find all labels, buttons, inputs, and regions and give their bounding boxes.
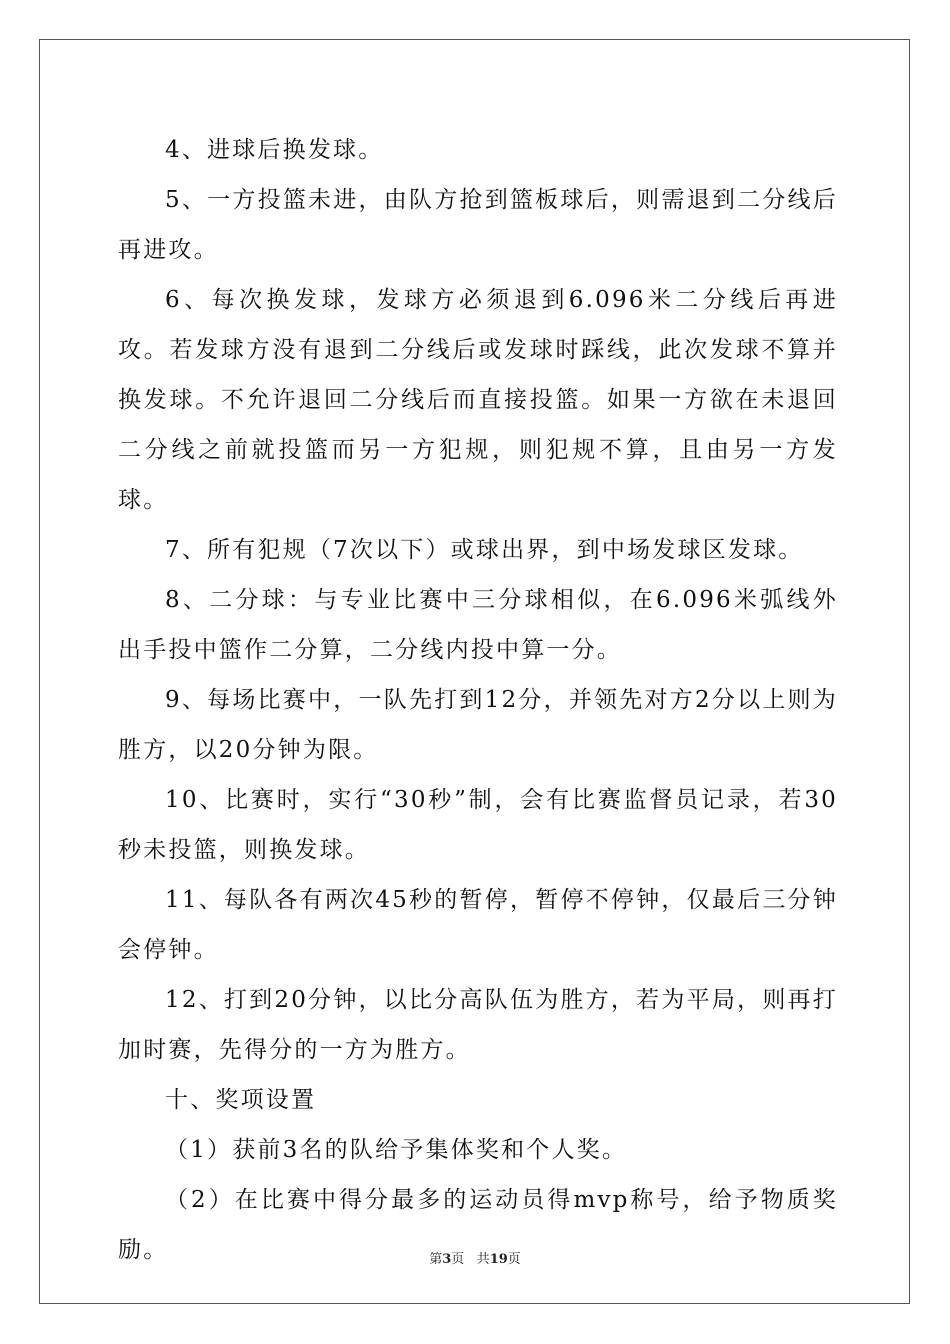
paragraph-rule-9: 9、每场比赛中，一队先打到12分，并领先对方2分以上则为胜方，以20分钟为限。 — [118, 687, 838, 763]
total-prefix: 共 — [476, 1252, 490, 1267]
paragraph-award-2: （2）在比赛中得分最多的运动员得mvp称号，给予物质奖励。 — [118, 1187, 838, 1263]
document-body — [118, 125, 838, 1275]
page-current: 3 — [442, 1252, 452, 1267]
page-footer — [0, 1248, 950, 1267]
paragraph-rule-7: 7、所有犯规（7次以下）或球出界，到中场发球区发球。 — [165, 537, 804, 563]
paragraph-rule-6: 6、每次换发球，发球方必须退到6.096米二分线后再进攻。若发球方没有退到二分线后或发球时踩线，此次发球不算并换发球。不允许退回二分线后而直接投篮。如果一方欲在未退回二分线之前就投篮而另一方犯规，则犯规不算，且由另一方发球。 — [118, 287, 838, 513]
paragraph-rule-4: 4、进球后换发球。 — [165, 137, 384, 163]
paragraph-rule-10: 10、比赛时，实行“30秒”制，会有比赛监督员记录，若30秒未投篮，则换发球。 — [118, 787, 838, 863]
page-prefix: 第 — [429, 1252, 443, 1267]
paragraph-rule-11: 11、每队各有两次45秒的暂停，暂停不停钟，仅最后三分钟会停钟。 — [118, 887, 838, 963]
paragraph-rule-8: 8、二分球：与专业比赛中三分球相似，在6.096米弧线外出手投中篮作二分算，二分线内投中算一分。 — [118, 587, 838, 663]
page-suffix: 页 — [451, 1252, 465, 1267]
page-total: 19 — [489, 1252, 508, 1267]
section-heading-awards: 十、奖项设置 — [165, 1087, 317, 1113]
total-suffix: 页 — [507, 1252, 521, 1267]
paragraph-rule-5: 5、一方投篮未进，由队方抢到篮板球后，则需退到二分线后再进攻。 — [118, 187, 838, 263]
paragraph-award-1: （1）获前3名的队给予集体奖和个人奖。 — [165, 1137, 628, 1163]
paragraph-rule-12: 12、打到20分钟，以比分高队伍为胜方，若为平局，则再打加时赛，先得分的一方为胜方。 — [118, 987, 838, 1063]
